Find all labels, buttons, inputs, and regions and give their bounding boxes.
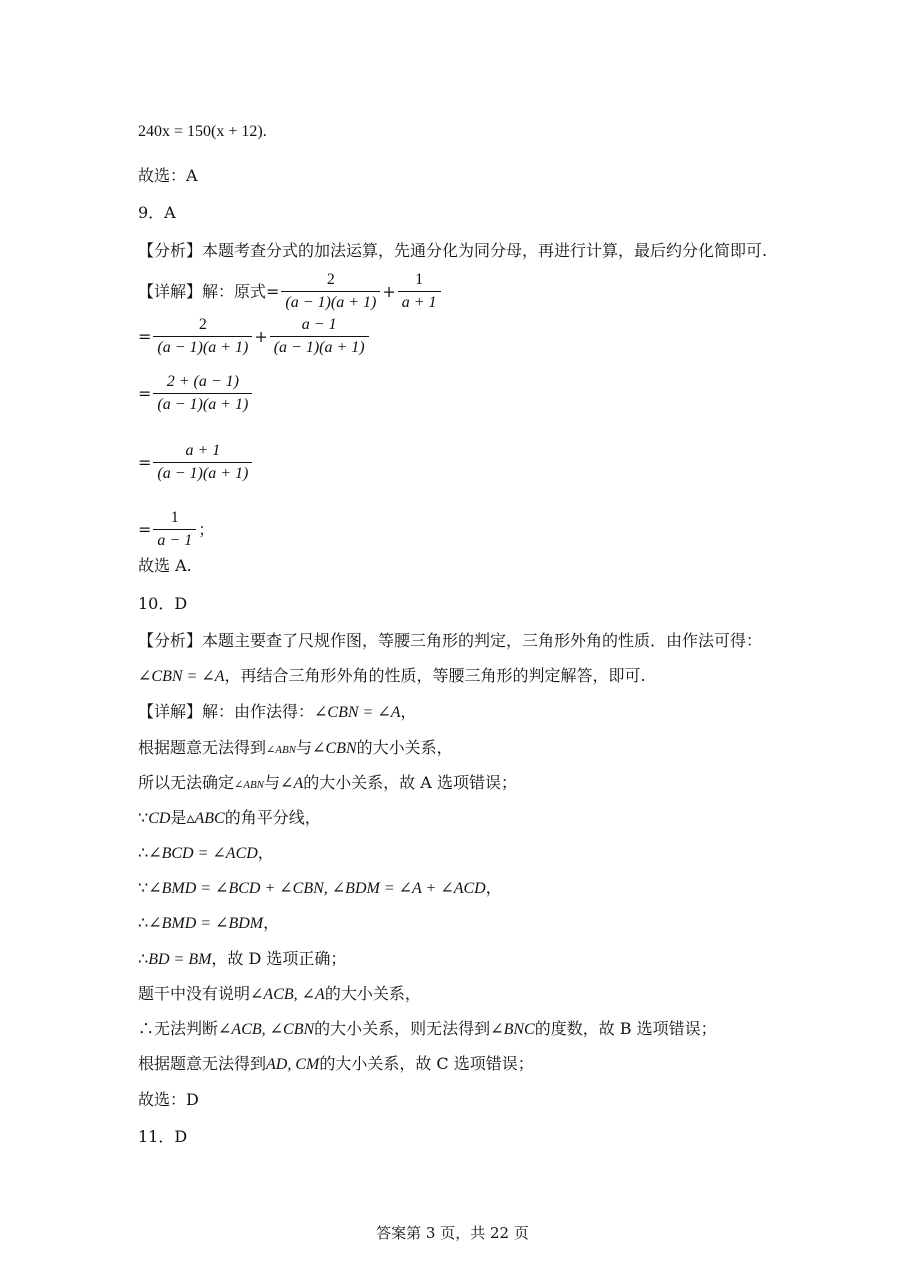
solution-line: 根据题意无法得到AD, CM的大小关系，故 C 选项错误；	[138, 1054, 534, 1073]
answer-choice: 故选：A	[138, 166, 198, 185]
analysis-paragraph: 【分析】本题主要查了尺规作图，等腰三角形的判定，三角形外角的性质．由作法可得：	[138, 631, 763, 650]
page-footer: 答案第 3 页，共 22 页	[376, 1224, 529, 1242]
question-number: 10．D	[138, 594, 188, 613]
solution-line: ∴∠BCD = ∠ACD，	[138, 843, 274, 862]
solution-line: ∵CD是▵ABC的角平分线，	[138, 808, 321, 827]
equation-line: 240x = 150(x + 12).	[138, 123, 267, 140]
solution-line: ∴BD = BM，故 D 选项正确；	[138, 949, 347, 968]
analysis-paragraph: 【分析】本题考查分式的加法运算，先通分化为同分母，再进行计算，最后约分化简即可.	[138, 241, 768, 260]
answer-choice: 故选：D	[138, 1090, 199, 1109]
solution-line: 所以无法确定∠ABN与∠A的大小关系，故 A 选项错误；	[138, 773, 517, 792]
fraction: $\frac{1}{a + 1}$	[398, 270, 441, 313]
solution-line: ∴无法判断∠ACB, ∠CBN的大小关系，则无法得到∠BNC的度数，故 B 选项错误；	[138, 1019, 717, 1038]
solution-step-4: = $\frac{a + 1}{(a - 1)(a + 1)}$	[138, 441, 254, 484]
solution-step-2: = $\frac{2}{(a - 1)(a + 1)}$ + $\frac{a - 1}{(a - 1)(a + 1)}$	[138, 315, 371, 358]
fraction: $\frac{2}{(a - 1)(a + 1)}$	[153, 315, 252, 358]
solution-step-1: 【详解】解：原式= $\frac{2}{(a - 1)(a + 1)}$ + $\frac{1}{a + 1}$	[138, 270, 443, 313]
fraction: $\frac{2}{(a - 1)(a + 1)}$	[281, 270, 380, 313]
solution-line: 题干中没有说明∠ACB, ∠A的大小关系，	[138, 984, 421, 1003]
analysis-paragraph-cont: ∠CBN = ∠A，再结合三角形外角的性质，等腰三角形的判定解答，即可.	[138, 666, 646, 685]
fraction: $\frac{a - 1}{(a - 1)(a + 1)}$	[270, 315, 369, 358]
fraction: $\frac{2 + (a - 1)}{(a - 1)(a + 1)}$	[153, 372, 252, 415]
solution-line: ∴∠BMD = ∠BDM，	[138, 913, 280, 932]
fraction: $\frac{a + 1}{(a - 1)(a + 1)}$	[153, 441, 252, 484]
question-number: 11．D	[138, 1127, 188, 1146]
fraction: $\frac{1}{a - 1}$	[153, 508, 196, 551]
solution-step-5: = $\frac{1}{a - 1}$ ；	[138, 509, 215, 549]
solution-line: 【详解】解：由作法得：∠CBN = ∠A，	[138, 702, 417, 721]
solution-line: 根据题意无法得到∠ABN与∠CBN的大小关系，	[138, 738, 453, 757]
question-number: 9．A	[138, 203, 176, 222]
solution-step-3: = $\frac{2 + (a - 1)}{(a - 1)(a + 1)}$	[138, 372, 254, 415]
solution-line: ∵∠BMD = ∠BCD + ∠CBN, ∠BDM = ∠A + ∠ACD，	[138, 878, 502, 897]
answer-choice: 故选 A.	[138, 556, 192, 575]
